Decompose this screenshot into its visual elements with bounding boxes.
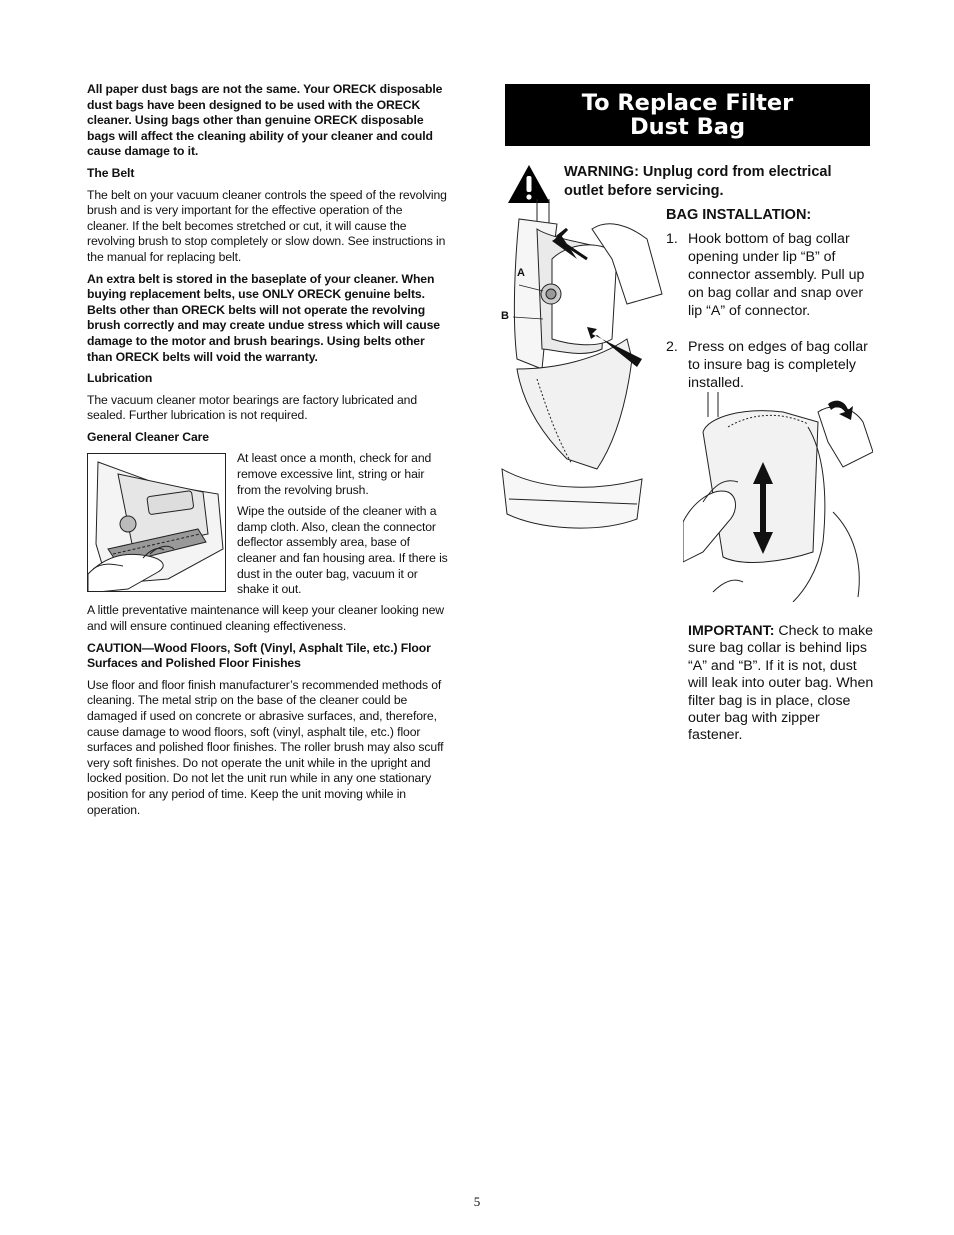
care-paragraph-3: A little preventative maintenance will keep your cleaner looking new and will ensure continued cleaning effectiveness. xyxy=(87,603,444,634)
label-a: A xyxy=(517,267,525,279)
belt-paragraph: The belt on your vacuum cleaner controls the speed of the revolving brush and is very important for the effective operation of the cleaner. If the belt becomes stretched or cut, it will cause the revolving brush to stop completely or slow down. See instructions in the manual for replacing belt. xyxy=(87,187,447,264)
care-paragraph-1: At least once a month, check for and remove excessive lint, string or hair from the revolving brush. xyxy=(237,451,432,497)
step-2-number: 2. xyxy=(666,339,678,355)
step-1-text: Hook bottom of bag collar opening under lip “B” of connector assembly. Pull up on bag collar and snap over lip “A” of connector. xyxy=(688,231,865,319)
bag-installation-illustration xyxy=(497,199,669,539)
warning-triangle-icon xyxy=(507,164,551,204)
caution-paragraph: Use floor and floor finish manufacturer’s recommended methods of cleaning. The metal strip on the base of the cleaner could be damaged if used on concrete or abrasive surfaces, and, therefore, cause damage to wood floors, soft (vinyl, asphalt tile, etc.) floor surfaces and polished floor finishes. The roller brush may also scuff very soft finishes. Do not operate the unit while in the upright and locked position. Do not let the unit run while in any one stationary position for any period of time. Keep the unit moving while in operation. xyxy=(87,677,444,817)
title-line-2: Dust Bag xyxy=(629,114,746,140)
lubrication-heading: Lubrication xyxy=(87,371,153,386)
belt-warning-paragraph: An extra belt is stored in the baseplate of your cleaner. When buying replacement belts, use ONLY ORECK genuine belts. Belts other than ORECK belts will not operate the revolving brush correctly and may create undue stress which will cause damage to the motor and brush bearings. Using belts other than ORECK belts will void the warranty. xyxy=(87,271,440,364)
warning-text: WARNING: Unplug cord from electrical outlet before servicing. xyxy=(564,164,832,199)
label-b: B xyxy=(501,310,509,322)
section-title-banner xyxy=(505,84,870,146)
title-line-1: To Replace Filter xyxy=(581,90,794,116)
lubrication-paragraph: The vacuum cleaner motor bearings are factory lubricated and sealed. Further lubrication is not required. xyxy=(87,392,418,423)
step-2-text: Press on edges of bag collar to insure bag is completely installed. xyxy=(688,339,868,391)
general-care-text xyxy=(237,451,449,603)
belt-heading: The Belt xyxy=(87,165,135,180)
important-note xyxy=(688,623,878,745)
intro-paragraph: All paper dust bags are not the same. Your ORECK disposable dust bags have been designed to be used with the ORECK cleaner. Using bags other than genuine ORECK disposable bags will affect the cleaning ability of your cleaner and could cause damage to it. xyxy=(87,82,443,159)
bag-installation-heading: BAG INSTALLATION: xyxy=(666,207,812,223)
bag-collar-press-illustration xyxy=(683,392,873,602)
caution-heading: CAUTION—Wood Floors, Soft (Vinyl, Asphalt Tile, etc.) Floor Surfaces and Polished Floor Finishes xyxy=(87,640,431,671)
left-column xyxy=(87,82,447,824)
general-care-heading: General Cleaner Care xyxy=(87,429,209,444)
brush-cleaning-illustration xyxy=(87,453,226,592)
brush-cleaning-drawing xyxy=(88,454,226,592)
step-1 xyxy=(666,230,881,325)
important-text: Check to make sure bag collar is behind lips “A” and “B”. If it is not, dust will leak into outer bag. When filter bag is in place, close outer bag with zipper fastener. xyxy=(688,623,874,744)
step-2 xyxy=(666,338,881,398)
care-paragraph-2: Wipe the outside of the cleaner with a damp cloth. Also, clean the connector deflector assembly area, base of cleaner and fan housing area. If there is dust in the outer bag, vacuum it or shake it out. xyxy=(237,504,448,597)
general-care-block xyxy=(87,451,447,597)
important-label: IMPORTANT: xyxy=(688,623,775,639)
page-number: 5 xyxy=(473,1194,481,1209)
step-1-number: 1. xyxy=(666,231,678,247)
